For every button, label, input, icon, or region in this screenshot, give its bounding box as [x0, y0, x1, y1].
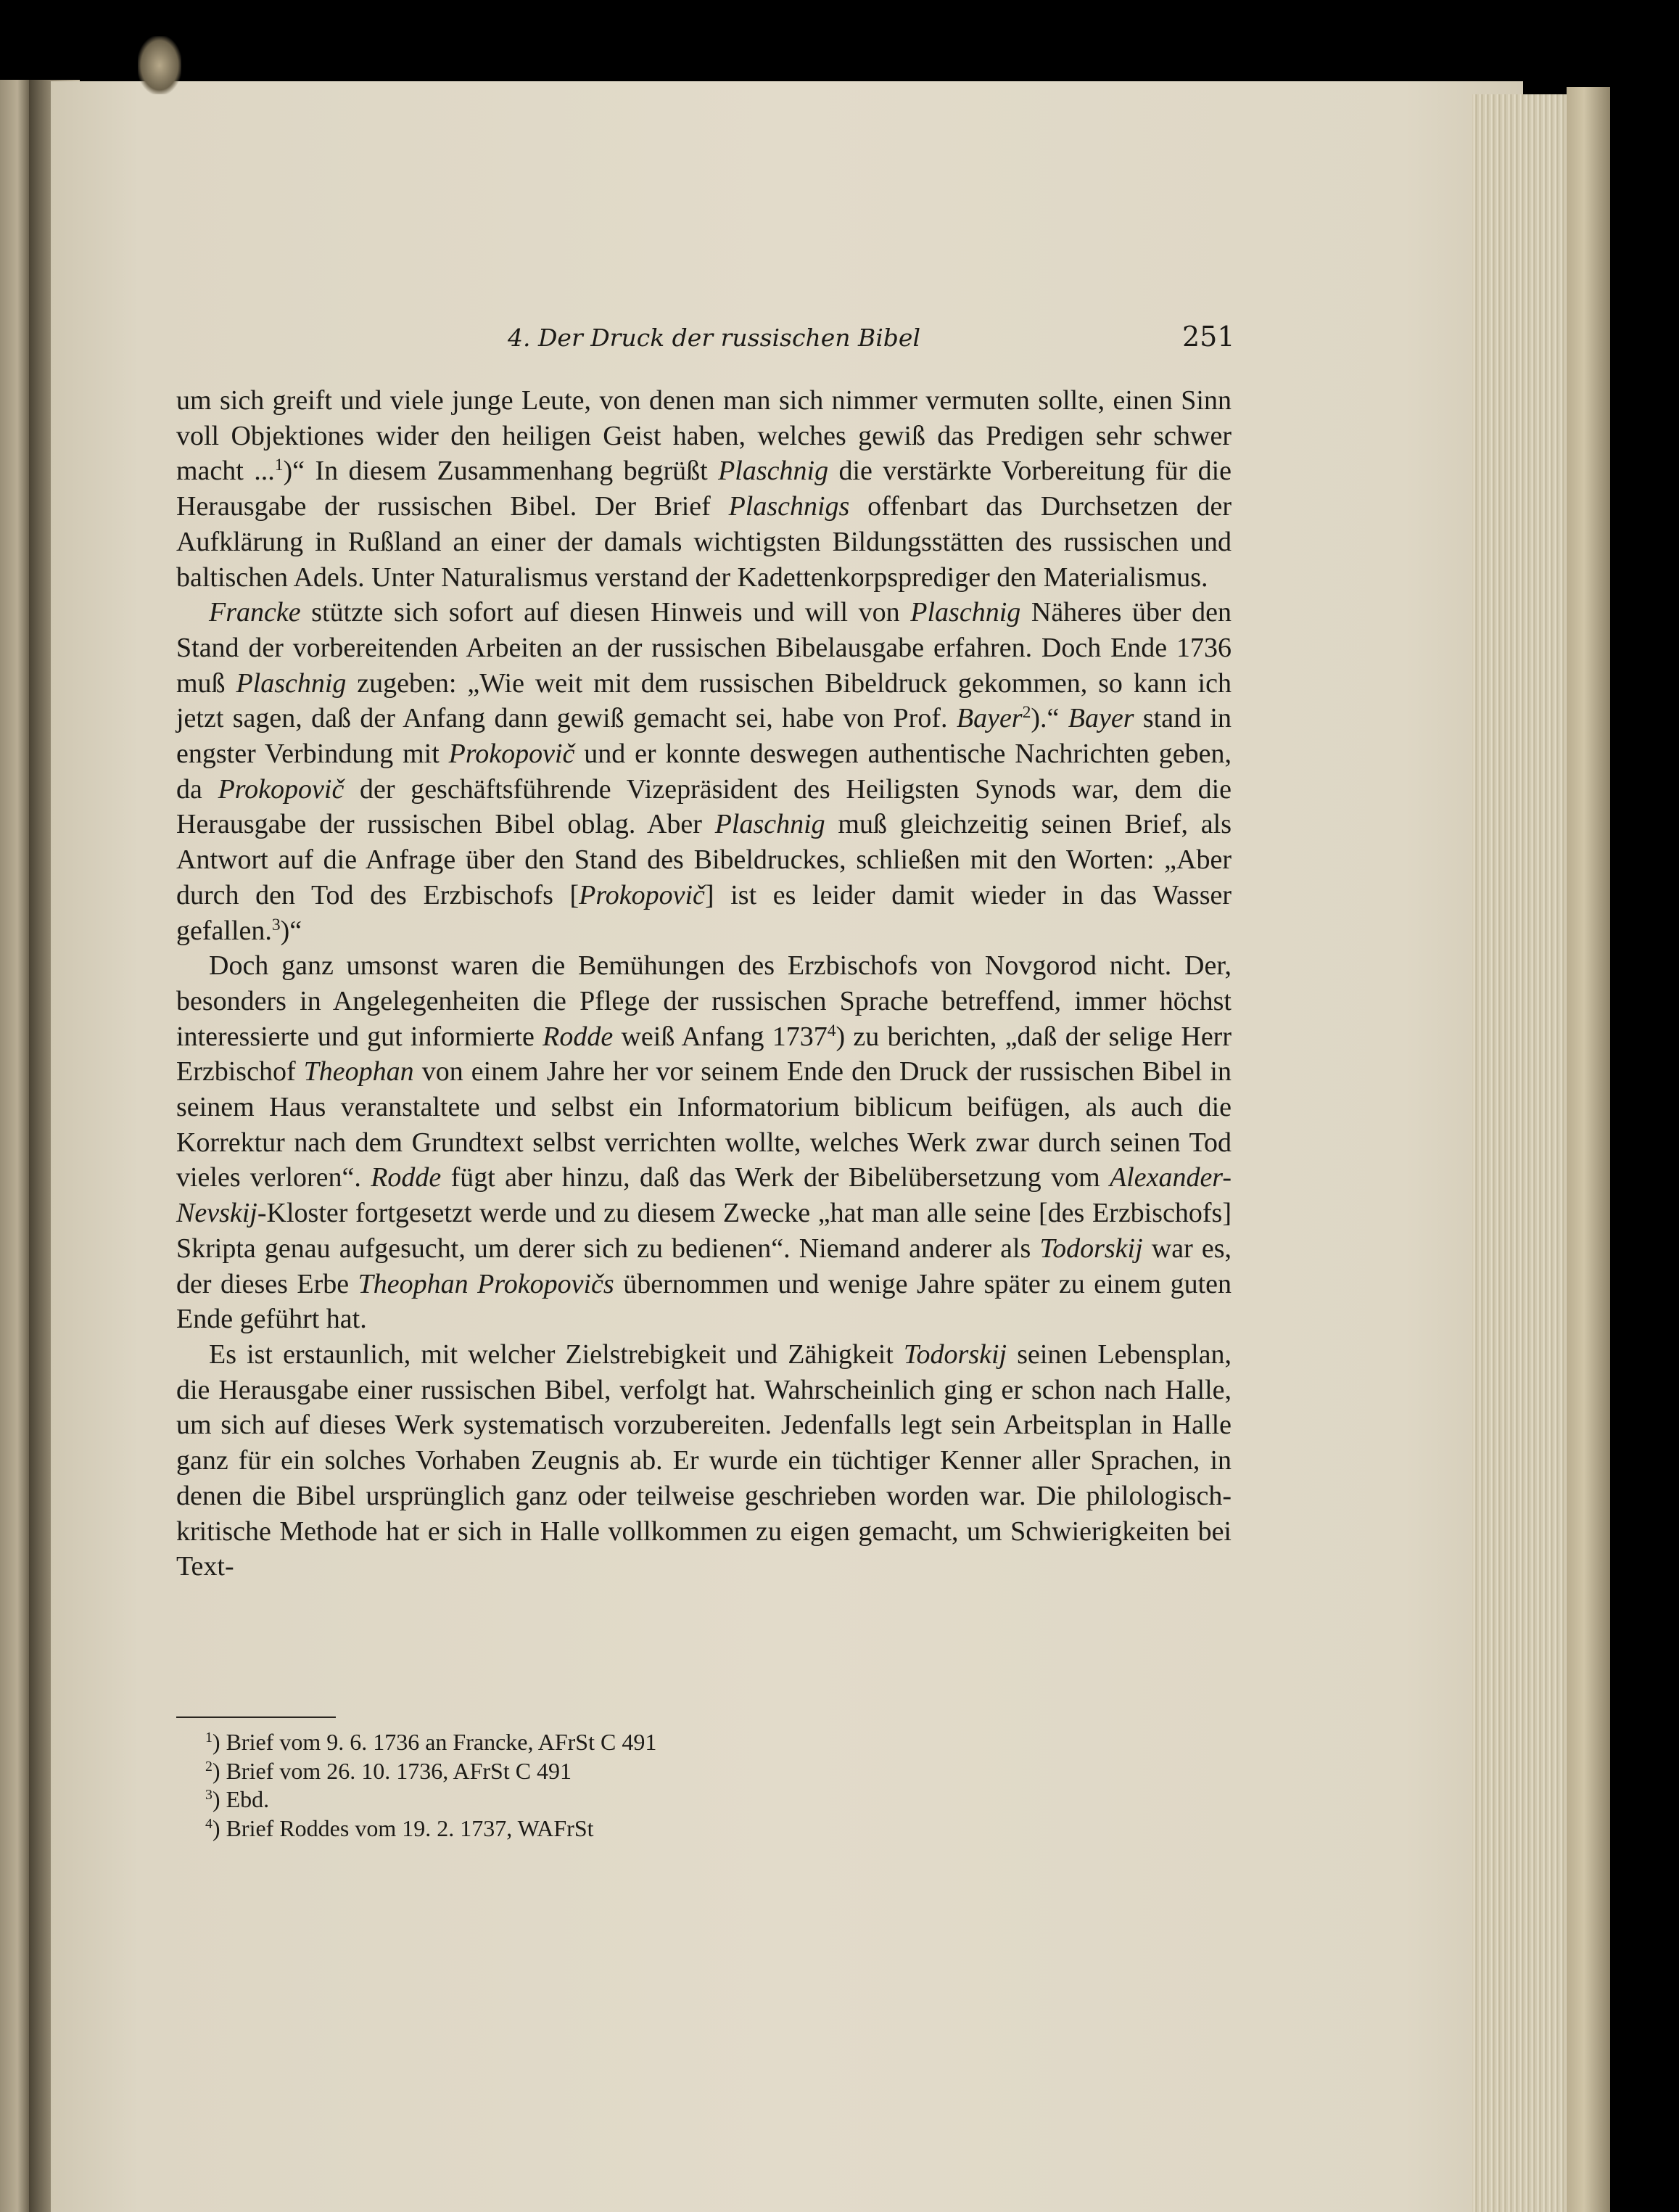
footnotes [205, 1728, 1076, 1843]
footnote-4: $^4$) Brief Roddes vom 19. 2. 1737, WAFrSt [205, 1814, 594, 1841]
footnote-2: $^2$) Brief vom 26. 10. 1736, AFrSt C 491 [205, 1757, 572, 1784]
footnote-3: $^3$) Ebd. [205, 1786, 270, 1812]
book-cover-edge [1567, 87, 1610, 2212]
paragraph-2: Francke stützte sich sofort auf diesen Hinweis und will von Plaschnig Näheres über den Stand der vorbereitenden Arbeiten an der russischen Bibelausgabe erfahren. Doch Ende 1736 muß Plaschnig zugeben: „Wie weit mit dem russischen Bibeldruck gekommen, so kann ich jetzt sagen, daß der Anfang dann gewiß gemacht sei, habe von Prof. Bayer$^2$).“ Bayer stand in engster Verbindung mit Prokopovič und er konnte deswegen authentische Nachrichten geben, da Prokopovič der geschäftsführende Vizepräsident des Heiligsten Synods war, dem die Herausgabe der russischen Bibel oblag. Aber Plaschnig muß gleichzeitig seinen Brief, als Antwort auf die Anfrage über den Stand des Bibeldruckes, schließen mit den Worten: „Aber durch den Tod des Erzbischofs [Prokopovič] ist es leider damit wieder in das Wasser gefallen.$^3$)“ [176, 597, 1232, 946]
body-text [176, 383, 1232, 1584]
footnote-ref[interactable]: 3 [271, 915, 281, 934]
footnote-1: $^1$) Brief vom 9. 6. 1736 an Francke, AFrSt C 491 [205, 1729, 657, 1755]
paragraph-1: um sich greift und viele junge Leute, von denen man sich nimmer vermuten sollte, einen Sinn voll Objektiones wider den heiligen Geist haben, welches gewiß das Predigen sehr schwer macht ...$^1$)“ In diesem Zusammenhang begrüßt Plaschnig die verstärkte Vorbereitung für die Herausgabe der russischen Bibel. Der Brief Plaschnigs offenbart das Durchsetzen der Aufklärung in Rußland an einer der damals wichtigsten Bildungsstätten des russischen und baltischen Adels. Unter Naturalismus verstand der Kadettenkorpsprediger den Materialismus. [176, 385, 1232, 593]
background-right [1610, 0, 1679, 2212]
background-top [0, 0, 1679, 94]
page-number: 251 [1182, 321, 1235, 353]
paragraph-4: Es ist erstaunlich, mit welcher Zielstrebigkeit und Zähigkeit Todorskij seinen Lebensplan, die Herausgabe einer russischen Bibel, verfolgt hat. Wahrscheinlich ging er schon nach Halle, um sich auf dieses Werk systematisch vorzubereiten. Jedenfalls legt sein Arbeitsplan in Halle ganz für ein solches Vorhaben Zeugnis ab. Er wurde ein tüchtiger Kenner aller Sprachen, in denen die Bibel ursprünglich ganz oder teilweise geschrieben worden war. Die philologisch-kritische Methode hat er sich in Halle vollkommen zu eigen gemacht, um Schwierigkeiten bei Text- [176, 1339, 1232, 1582]
footnote-ref[interactable]: 1 [274, 456, 284, 475]
footnote-divider [176, 1716, 336, 1718]
binding-thread [138, 36, 181, 94]
running-header: 4. Der Druck der russischen Bibel [508, 324, 921, 352]
footnote-ref[interactable]: 2 [1022, 703, 1031, 723]
left-page-edge [0, 80, 29, 2212]
paragraph-3: Doch ganz umsonst waren die Bemühungen des Erzbischofs von Novgorod nicht. Der, besonders in Angelegenheiten die Pflege der russischen Sprache betreffend, immer höchst interessierte und gut informierte Rodde weiß Anfang 1737$^4$) zu berichten, „daß der selige Herr Erzbischof Theophan von einem Jahre her vor seinem Ende den Druck der russischen Bibel in seinem Haus veranstaltete und selbst ein Informatorium biblicum beifügen, als auch die Korrektur nach dem Grundtext selbst verrichten wollte, welches Werk zwar durch seinen Tod vieles verloren“. Rodde fügt aber hinzu, daß das Werk der Bibelübersetzung vom Alexander-Nevskij-Kloster fortgesetzt werde und zu diesem Zwecke „hat man alle seine [des Erzbischofs] Skripta genau aufgesucht, um derer sich zu bedienen“. Niemand anderer als Todorskij war es, der dieses Erbe Theophan Prokopovičs übernommen und wenige Jahre später zu einem guten Ende geführt hat. [176, 950, 1232, 1335]
footnote-ref[interactable]: 4 [827, 1021, 836, 1040]
